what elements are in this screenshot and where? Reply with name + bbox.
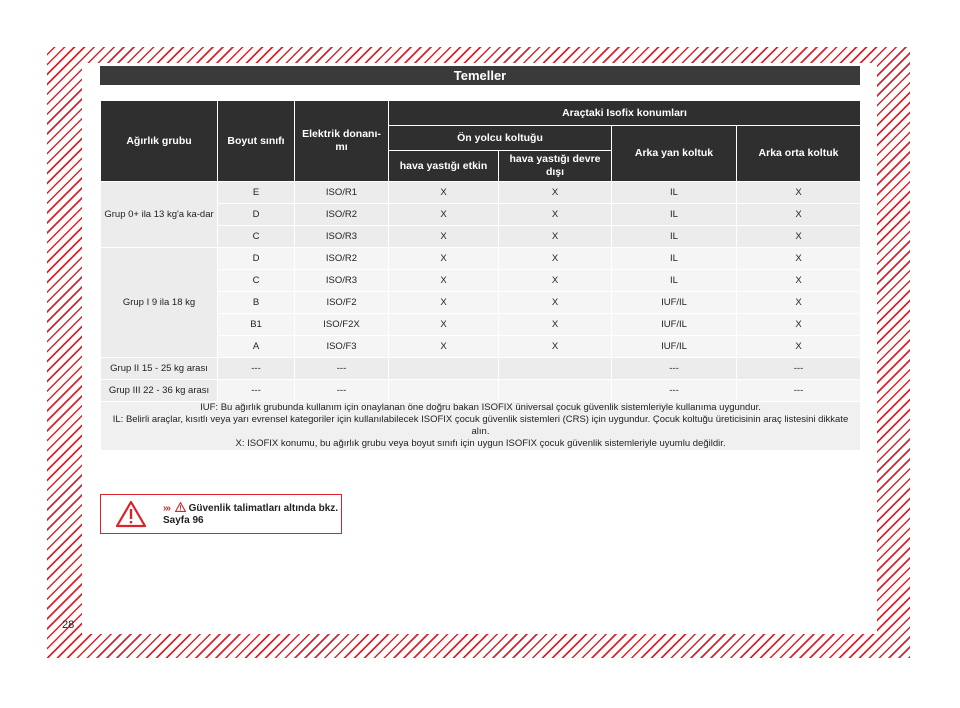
cell: X (499, 292, 612, 314)
cell: --- (218, 380, 295, 402)
cell: ISO/R2 (295, 248, 389, 270)
group-cell: Grup II 15 - 25 kg arası (101, 358, 218, 380)
table-row (101, 182, 861, 204)
cell: X (499, 314, 612, 336)
cell: X (737, 270, 861, 292)
note-iuf: IUF: Bu ağırlık grubunda kullanım için onaylanan öne doğru bakan ISOFIX üniversal çocuk güvenlik sistemleriyle kullanıma uygundur. (200, 402, 761, 413)
cell: X (499, 226, 612, 248)
cell: X (499, 270, 612, 292)
page-number: 28 (62, 619, 75, 631)
cell: ISO/R1 (295, 182, 389, 204)
col-rear-side: Arka yan koltuk (612, 126, 737, 182)
cell: IUF/IL (612, 336, 737, 358)
cell (389, 358, 499, 380)
cell: C (218, 270, 295, 292)
cell: ISO/F2X (295, 314, 389, 336)
cell: IL (612, 182, 737, 204)
cell: X (737, 182, 861, 204)
col-weight-group: Ağırlık grubu (101, 101, 218, 182)
cell: C (218, 226, 295, 248)
cell: B1 (218, 314, 295, 336)
cell: X (389, 182, 499, 204)
cell: X (737, 292, 861, 314)
cell: ISO/R3 (295, 270, 389, 292)
cell: --- (295, 380, 389, 402)
cell: IUF/IL (612, 314, 737, 336)
cell: X (389, 270, 499, 292)
cell: --- (295, 358, 389, 380)
warning-reference-text[interactable]: Güvenlik talimatları altında bkz. (188, 503, 339, 514)
legend-notes (101, 402, 861, 451)
cell: X (737, 204, 861, 226)
warning-text (163, 502, 338, 527)
cell: --- (218, 358, 295, 380)
col-isofix-positions: Araçtaki Isofix konumları (389, 101, 861, 126)
safety-warning-box (100, 494, 342, 534)
cell: ISO/R2 (295, 204, 389, 226)
cell: X (737, 226, 861, 248)
col-airbag-on: hava yastığı etkin (389, 151, 499, 182)
note-x: X: ISOFIX konumu, bu ağırlık grubu veya boyut sınıfı için uygun ISOFIX çocuk güvenlik sistemleriyle uyumlu değildir. (235, 438, 726, 449)
cell: ISO/R3 (295, 226, 389, 248)
cell: X (737, 336, 861, 358)
cell: ISO/F3 (295, 336, 389, 358)
cell: E (218, 182, 295, 204)
cell: X (389, 248, 499, 270)
cell: X (389, 292, 499, 314)
table-row (101, 248, 861, 270)
cell: X (389, 336, 499, 358)
cell: X (389, 314, 499, 336)
reference-arrows: ››› (163, 503, 170, 514)
cell: B (218, 292, 295, 314)
cell: X (737, 314, 861, 336)
cell (389, 380, 499, 402)
cell: A (218, 336, 295, 358)
cell: IL (612, 270, 737, 292)
cell: X (499, 248, 612, 270)
table-row (101, 380, 861, 402)
cell: --- (737, 358, 861, 380)
cell: D (218, 204, 295, 226)
notes-row (101, 402, 861, 451)
cell: X (499, 336, 612, 358)
warning-page-ref[interactable]: Sayfa 96 (163, 515, 204, 526)
cell: IL (612, 248, 737, 270)
table-row (101, 358, 861, 380)
cell: X (499, 182, 612, 204)
col-front-passenger: Ön yolcu koltuğu (389, 126, 612, 151)
cell: ISO/F2 (295, 292, 389, 314)
cell (499, 380, 612, 402)
cell: --- (737, 380, 861, 402)
cell: X (389, 226, 499, 248)
cell: --- (612, 358, 737, 380)
cell (499, 358, 612, 380)
cell: X (737, 248, 861, 270)
cell: --- (612, 380, 737, 402)
col-airbag-off: hava yastığı devre dışı (499, 151, 612, 182)
group-cell: Grup I 9 ila 18 kg (101, 248, 218, 358)
cell: D (218, 248, 295, 270)
cell: IL (612, 204, 737, 226)
col-fixture: Elektrik donanı-mı (295, 101, 389, 182)
section-header: Temeller (100, 66, 860, 85)
cell: X (389, 204, 499, 226)
col-size-class: Boyut sınıfı (218, 101, 295, 182)
small-warning-icon (175, 502, 186, 512)
isofix-table (100, 100, 861, 451)
cell: IUF/IL (612, 292, 737, 314)
group-cell: Grup 0+ ila 13 kg'a ka-dar (101, 182, 218, 248)
cell: X (499, 204, 612, 226)
col-rear-center: Arka orta koltuk (737, 126, 861, 182)
warning-triangle-icon (115, 500, 147, 528)
group-cell: Grup III 22 - 36 kg arası (101, 380, 218, 402)
cell: IL (612, 226, 737, 248)
note-il: IL: Belirli araçlar, kısıtlı veya yarı evrensel kategoriler için kullanılabilecek ISOFIX çocuk güvenlik sistemleri (CRS) için uygundur. Çocuk koltuğu üreticisinin araç listesini dikkate alın. (112, 414, 849, 437)
